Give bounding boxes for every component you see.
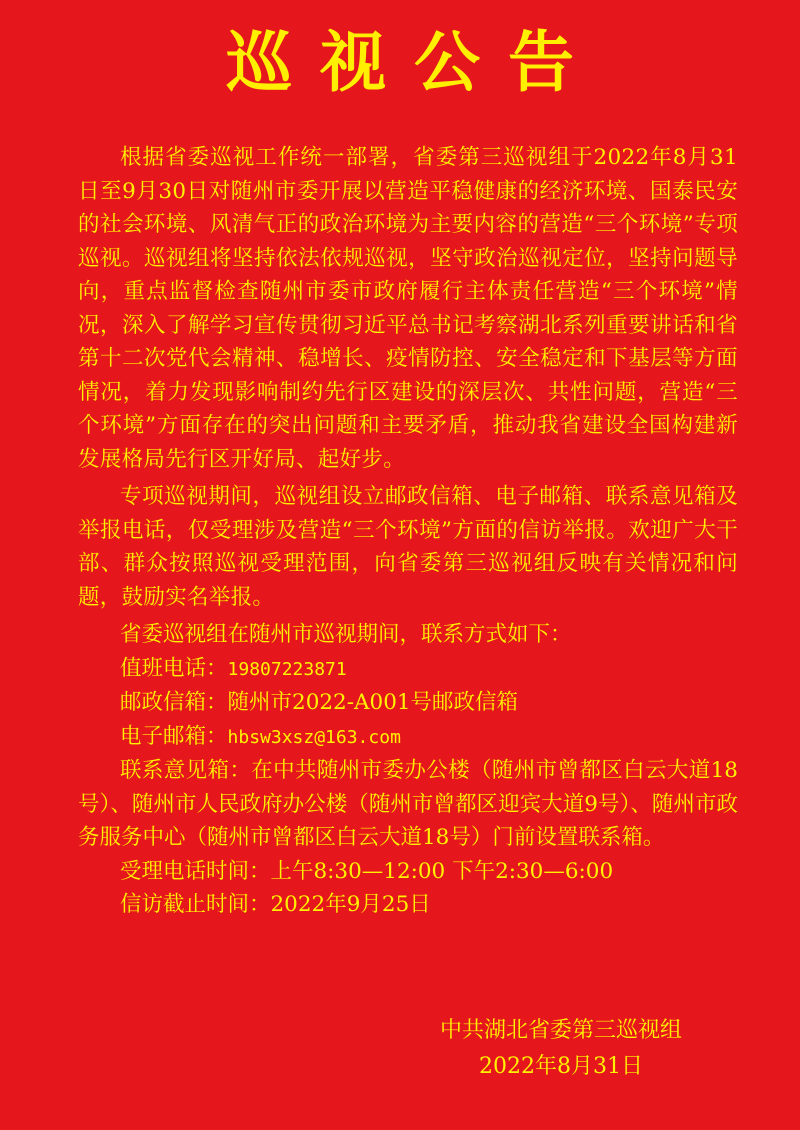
signature-date: 2022年8月31日: [479, 1054, 643, 1079]
duty-phone-row: [78, 652, 738, 687]
phone-hours: 受理电话时间：上午8:30—12:00 下午2:30—6:00: [120, 858, 614, 884]
notice-paragraph-1: 根据省委巡视工作统一部署，省委第三巡视组于2022年8月31日至9月30日对随州市委开展以营造平稳健康的经济环境、国泰民安的社会环境、风清气正的政治环境为主要内容的营造“三个环境”专项巡视。巡视组将坚持依法依规巡视，坚守政治巡视定位，坚持问题导向，重点监督检查随州市委市政府履行主体责任营造“三个环境”情况，深入了解学习宣传贯彻习近平总书记考察湖北系列重要讲话和省第十二次党代会精神、稳增长、疫情防控、安全稳定和下基层等方面情况，着力发现影响制约先行区建设的深层次、共性问题，营造“三个环境”方面存在的突出问题和主要矛盾，推动我省建设全国构建新发展格局先行区开好局、起好步。: [78, 145, 738, 472]
mailbox-value: 随州市2022-A001号邮政信箱: [227, 690, 519, 715]
page-title: 巡视公告: [226, 23, 602, 101]
suggestion-box-info: 联系意见箱：在中共随州市委办公楼（随州市曾都区白云大道18号）、随州市人民政府办公楼（随州市曾都区迎宾大道9号）、随州市政务服务中心（随州市曾都区白云大道18号）门前设置联系箱。: [78, 758, 738, 850]
notice-body: [78, 141, 738, 922]
duty-phone-value: 19807223871: [227, 658, 347, 680]
contact-intro: 省委巡视组在随州市巡视期间，联系方式如下：: [120, 622, 572, 647]
email-value: hbsw3xsz@163.com: [227, 726, 401, 748]
signature-block: [440, 1013, 682, 1085]
email-row: [78, 720, 738, 755]
signature-org: 中共湖北省委第三巡视组: [439, 1018, 682, 1043]
mailbox-row: [78, 686, 738, 720]
deadline: 信访截止时间：2022年9月25日: [120, 892, 431, 917]
duty-phone-label: 值班电话：: [120, 655, 228, 681]
email-label: 电子邮箱：: [120, 723, 228, 749]
mailbox-label: 邮政信箱：: [120, 690, 228, 715]
notice-paragraph-2: 专项巡视期间，巡视组设立邮政信箱、电子邮箱、联系意见箱及举报电话，仅受理涉及营造“三个环境”方面的信访举报。欢迎广大干部、群众按照巡视受理范围，向省委第三巡视组反映有关情况和问题，鼓励实名举报。: [78, 484, 738, 610]
